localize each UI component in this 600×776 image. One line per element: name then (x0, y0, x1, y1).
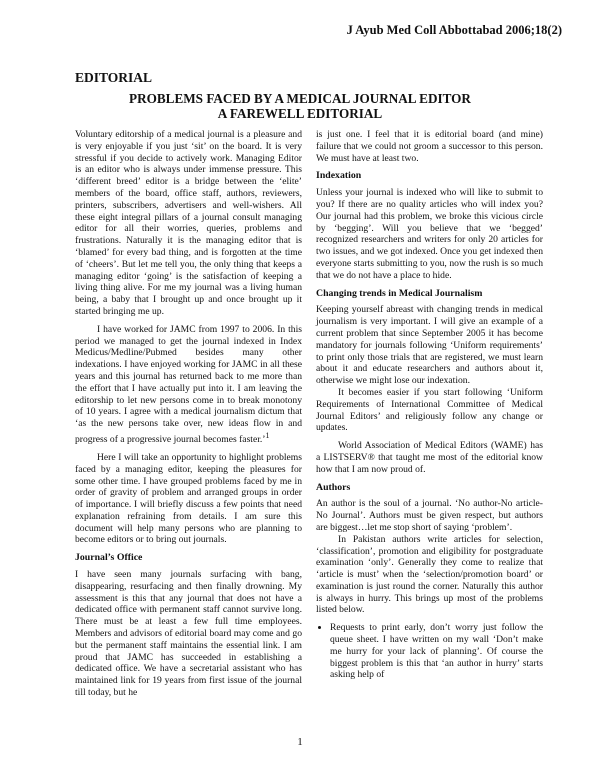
section-label: EDITORIAL (75, 70, 153, 85)
title-line-1: PROBLEMS FACED BY A MEDICAL JOURNAL EDITOR (129, 91, 471, 106)
office-paragraph: I have seen many journals surfacing with bang, disappearing, resurfacing and then finally drowning. My assessment is this that any journal that does not have a dedicated office with permanent staff cannot survive long. There must be at least a few full time employees. Members and advisors of editorial board may come and go but the permanent staff maintains the essential link. I am proud that JAMC has succeeded in establishing a dedicated office. We have a secretarial assistant who has maintained link for 19 years from first issue of the journal till today, but he (75, 569, 302, 699)
history-paragraph (75, 324, 302, 446)
authors-paragraph-1: An author is the soul of a journal. ‘No author-No article-No Journal’. Authors must be given respect, but authors are biggest…let me stop short of saying ‘problem’. (316, 498, 543, 533)
journal-citation: J Ayub Med Coll Abbottabad 2006;18(2) (346, 23, 562, 37)
title-line-2: A FAREWELL EDITORIAL (217, 106, 383, 121)
purpose-paragraph: Here I will take an opportunity to highlight problems faced by a managing editor, keeping the pleasures for some other time. I have grouped problems faced by me in order of gravity of problem and arranged groups in order of importance. I will briefly discuss a few points that need explanation refraining from details. I am sure this document will help many persons who are planning to become editors or to bring out journals. (75, 451, 302, 546)
authors-paragraph-2: In Pakistan authors write articles for selection, ‘classification’, promotion and eligibility for postgraduate examination ‘only’. Generally they come to realize that ‘article is must’ when the ‘selection/promotion board’ or examination is just round the corner. Naturally this author is always in hurry. This brings up most of the problems listed below. (316, 533, 543, 616)
continuation-paragraph: is just one. I feel that it is editorial board (and mine) failure that we could not groom a successor to this person. We must have at least two. (316, 129, 543, 164)
trends-paragraph-2: It becomes easier if you start following ‘Uniform Requirements of International Committee of Medical Journal Editors’ and religiously follow any change or updates. (316, 386, 543, 434)
trends-paragraph-1: Keeping yourself abreast with changing trends in medical journalism is very important. I will give an example of a current problem that since September 2005 it has become mandatory for journals following ‘Uniform requirements’ to print only those trials that are registered, we must learn about it and educate researchers and authors about it, otherwise we might lose our indexation. (316, 304, 543, 387)
reference-marker: 1 (265, 430, 270, 440)
history-text: I have worked for JAMC from 1997 to 2006. In this period we managed to get the journal indexed in Index Medicus/Medline/Pubmed besides many other indexations. I have enjoyed working for JAMC in all these years and this journal has returned back to me more than the effort that I have actually put into it. I am leaving the editorship to let new persons come in to break monotony of 10 years. I agree with a medical journalism dictum that ‘as the new persons take over, new ideas flow in and progress of a progressive journal becomes faster.’ (75, 323, 302, 446)
heading-indexation: Indexation (316, 170, 362, 182)
heading-authors: Authors (316, 481, 351, 493)
trends-paragraph-3: World Association of Medical Editors (WAME) has a LISTSERV® that taught me most of the editorial know how that I am now proud of. (316, 440, 543, 475)
page-number: 1 (297, 736, 303, 748)
intro-paragraph: Voluntary editorship of a medical journal is a pleasure and is very enjoyable if you just ‘sit’ on the board. It is very stressful if you decide to actively work. Managing Editor is an editor who is always under immense pressure. This ‘different breed’ editor is a bridge between the ‘elite’ members of the board, office staff, authors, reviewers, printers, subscribers, advertisers and well-wishers. All these eight integral pillars of a journal consult managing editor for all their worries, queries, problems and frustrations. Naturally it is the managing editor that is ‘blamed’ for every bad thing, and is forgotten at the time of ‘cheers’. But let me tell you, the only thing that keeps a managing editor ‘going’ is the satisfaction of keeping a living thing alive. For me my journal was a living human being, a baby that I brought up and once brought up it started bringing me up. (75, 129, 302, 317)
list-item: • Requests to print early, don’t worry just follow the queue sheet. I have written on my wall ‘Don’t make me hurry for your lack of planning’. Of course the biggest problem is this that ‘an author in hurry’ starts asking help of (330, 622, 543, 681)
heading-changing-trends: Changing trends in Medical Journalism (316, 287, 483, 299)
problems-list (316, 622, 543, 681)
right-column (316, 129, 543, 681)
left-column (75, 129, 302, 705)
heading-journals-office: Journal’s Office (75, 552, 143, 564)
article-title (75, 91, 525, 121)
indexation-paragraph: Unless your journal is indexed who will like to submit to you? If there are no quality articles who will index you? Our journal had this problem, we broke this vicious circle by ‘begging’. Will you believe that we ‘begged’ recognized researchers and writers for only 20 articles for two issues, and we got indexed. Once you get indexed then everyone starts submitting to you, now the rush is so much that we do not have a place to hide. (316, 187, 543, 281)
